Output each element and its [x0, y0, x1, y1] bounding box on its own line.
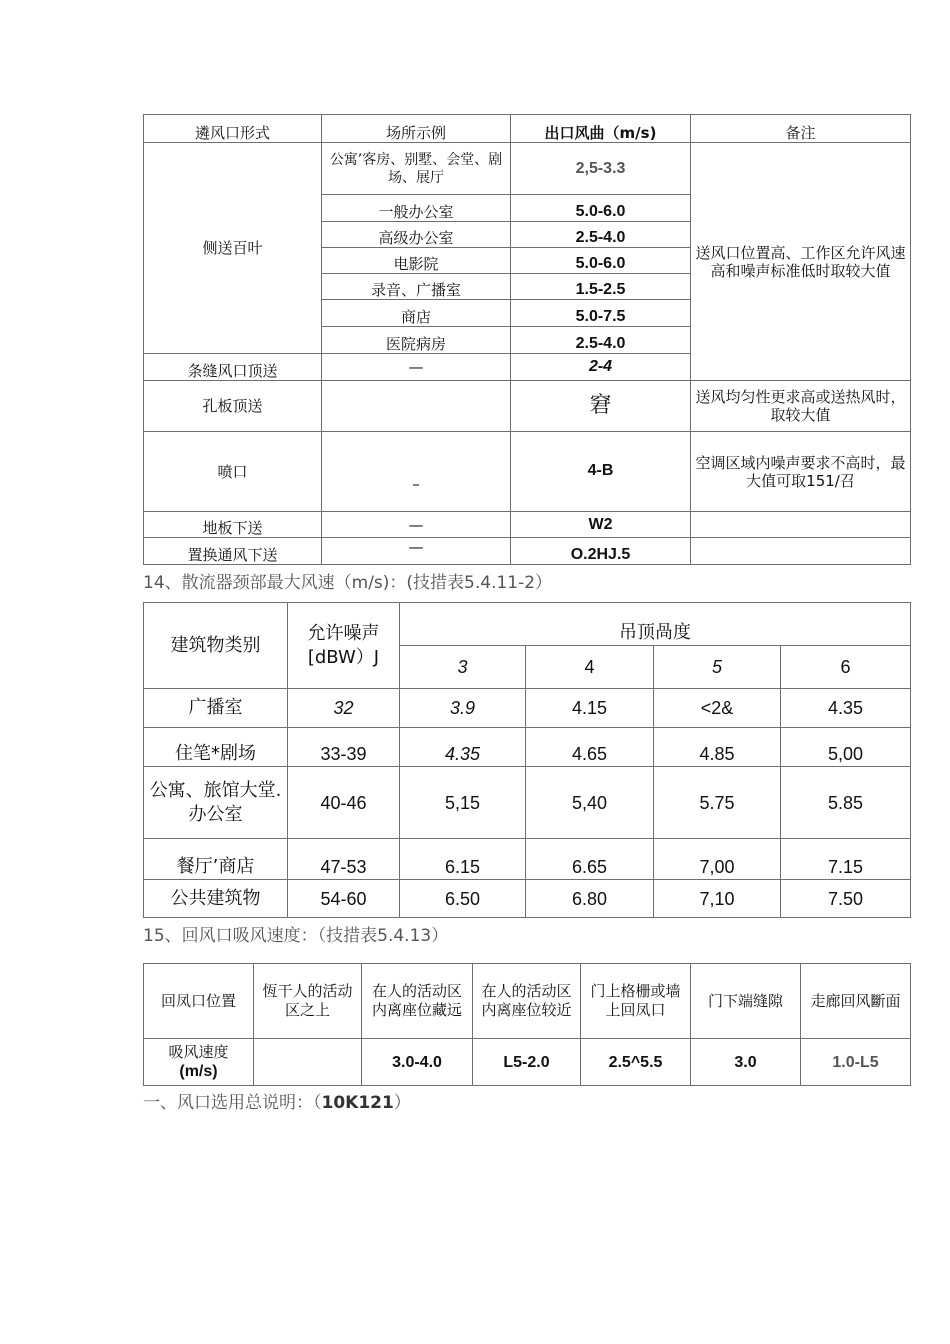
speed-cell: 5.0-6.0: [511, 195, 691, 222]
table-header-row: [144, 964, 911, 1039]
value-cell: 3.0-4.0: [362, 1039, 473, 1086]
table-row: [144, 767, 911, 839]
value-cell: 7,00: [654, 839, 781, 880]
value-cell: 1.0-L5: [801, 1039, 911, 1086]
header-above-zone: 恆干人的活动区之上: [254, 964, 362, 1039]
speed-cell: 2-4: [511, 354, 691, 381]
value-cell: 3.0: [691, 1039, 801, 1086]
value-cell: 7.15: [781, 839, 911, 880]
speed-cell: 5.0-7.5: [511, 300, 691, 327]
value-cell: 5,15: [400, 767, 526, 839]
value-cell: 5.75: [654, 767, 781, 839]
value-cell: L5-2.0: [473, 1039, 581, 1086]
row-label-unit: (m/s): [179, 1063, 218, 1080]
speed-cell: 2.5-4.0: [511, 222, 691, 248]
value-cell: 3.9: [400, 689, 526, 728]
place-cell: 高级办公室: [322, 222, 511, 248]
speed-cell: 2,5-3.3: [511, 143, 691, 195]
header-zone-far: 在人的活动区内离座位藏远: [362, 964, 473, 1039]
place-cell: 录音、广播室: [322, 274, 511, 300]
outlet-speed-table: [143, 114, 911, 565]
table-row: [144, 880, 911, 918]
note-side-louver: 送风口位置高、工作区允许风速高和噪声标准低时取较大值: [691, 143, 911, 381]
header-note: 备注: [691, 115, 911, 143]
caption-diffuser-neck-speed: 14、散流器颈部最大风速（m/s)：(技措表5.4.11-2）: [143, 573, 553, 593]
outlet-type-slot: 条缝风口顶送: [144, 354, 322, 381]
building-type-cell: 广播室: [144, 689, 288, 728]
speed-cell: 5.0-6.0: [511, 248, 691, 274]
value-cell: 5,40: [526, 767, 654, 839]
header-return-position: 回凤口位置: [144, 964, 254, 1039]
speed-cell: 2.5-4.0: [511, 327, 691, 354]
value-cell: 4.35: [781, 689, 911, 728]
table-row: [144, 1039, 911, 1086]
value-cell: 6.50: [400, 880, 526, 918]
header-speed: 出口风曲（m/s): [511, 115, 691, 143]
caption-prefix: 一、风口选用总说明：（: [143, 1093, 322, 1113]
value-cell: 7,10: [654, 880, 781, 918]
value-cell: 6.80: [526, 880, 654, 918]
caption-suffix: ）: [393, 1093, 411, 1113]
value-cell: 5,00: [781, 728, 911, 767]
value-cell: 5.85: [781, 767, 911, 839]
building-type-cell: 住笔*剧场: [144, 728, 288, 767]
place-cell: 医院病房: [322, 327, 511, 354]
header-ceiling-height: 吊顶咼度: [400, 603, 911, 646]
header-door-grille: 门上格栅或墙上回凤口: [581, 964, 691, 1039]
place-cell: 一般办公室: [322, 195, 511, 222]
noise-cell: 32: [288, 689, 400, 728]
value-cell: [254, 1039, 362, 1086]
value-cell: 7.50: [781, 880, 911, 918]
outlet-type-floor: 地板下送: [144, 512, 322, 538]
header-outlet-type: 遴风口形式: [144, 115, 322, 143]
outlet-type-displacement: 置换通风下送: [144, 538, 322, 565]
header-height-3: 3: [400, 646, 526, 689]
table-row: [144, 689, 911, 728]
speed-cell: O.2HJ.5: [511, 538, 691, 565]
outlet-type-perforated: 孔板顶送: [144, 381, 322, 432]
value-cell: 6.15: [400, 839, 526, 880]
header-height-6: 6: [781, 646, 911, 689]
note-cell: [691, 512, 911, 538]
place-cell: 商店: [322, 300, 511, 327]
place-cell: –: [322, 432, 511, 512]
table-row: [144, 839, 911, 880]
value-cell: 4.35: [400, 728, 526, 767]
place-cell: —: [322, 354, 511, 381]
place-cell: 公寓’客房、别墅、会堂、剧场、展厅: [322, 143, 511, 195]
note-nozzle: 空调区域内噪声要求不高时，最大值可取151/召: [691, 432, 911, 512]
note-cell: [691, 538, 911, 565]
speed-cell: 4-B: [511, 432, 691, 512]
place-cell: [322, 381, 511, 432]
noise-cell: 47-53: [288, 839, 400, 880]
table-row: [144, 381, 911, 432]
outlet-type-side-louver: 侧送百叶: [144, 143, 322, 354]
value-cell: 2.5^5.5: [581, 1039, 691, 1086]
table-row: [144, 432, 911, 512]
speed-cell: W2: [511, 512, 691, 538]
table-row: [144, 143, 911, 195]
value-cell: 4.85: [654, 728, 781, 767]
noise-cell: 33-39: [288, 728, 400, 767]
caption-return-air-speed: 15、回风口吸风速度：（技措表5.4.13）: [143, 926, 449, 946]
table-row: [144, 538, 911, 565]
speed-cell: 1.5-2.5: [511, 274, 691, 300]
noise-cell: 40-46: [288, 767, 400, 839]
caption-code: 10K121: [321, 1093, 394, 1113]
note-perforated: 送风均匀性更求高或送热风时，取较大值: [691, 381, 911, 432]
building-type-cell: 公共建筑物: [144, 880, 288, 918]
building-type-cell: 公寓、旅馆大堂. 办公室: [144, 767, 288, 839]
place-cell: —: [322, 512, 511, 538]
header-zone-near: 在人的活动区内离座位较近: [473, 964, 581, 1039]
header-height-5: 5: [654, 646, 781, 689]
header-corridor: 走廊回风斷面: [801, 964, 911, 1039]
header-noise: 允许噪声[dBW）J: [288, 603, 400, 689]
row-label-suction-speed: [144, 1039, 254, 1086]
speed-cell: 窘: [511, 381, 691, 432]
noise-cell: 54-60: [288, 880, 400, 918]
table-header-row: [144, 115, 911, 143]
table-row: [144, 512, 911, 538]
table-header-row: [144, 603, 911, 646]
header-place: 场所示例: [322, 115, 511, 143]
diffuser-speed-table: [143, 602, 911, 918]
value-cell: 4.65: [526, 728, 654, 767]
value-cell: 4.15: [526, 689, 654, 728]
table-row: [144, 728, 911, 767]
place-cell: 电影院: [322, 248, 511, 274]
building-type-cell: 餐厅’商店: [144, 839, 288, 880]
caption-outlet-selection: [143, 1088, 411, 1113]
header-building-type: 建筑物类别: [144, 603, 288, 689]
value-cell: 6.65: [526, 839, 654, 880]
place-cell: —: [322, 538, 511, 565]
header-door-gap: 门下端缝隙: [691, 964, 801, 1039]
value-cell: <2&: [654, 689, 781, 728]
row-label-text: 吸风速度: [168, 1043, 229, 1061]
outlet-type-nozzle: 喷口: [144, 432, 322, 512]
return-air-speed-table: [143, 963, 911, 1086]
header-height-4: 4: [526, 646, 654, 689]
